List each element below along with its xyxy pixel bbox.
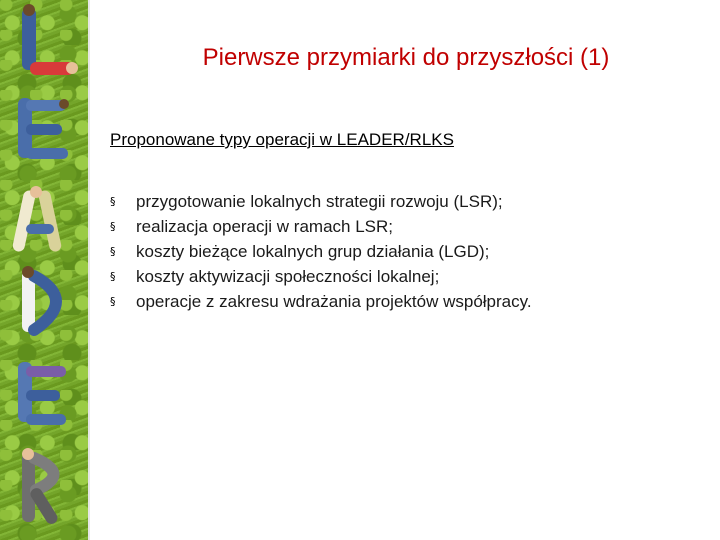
bullet-section-icon: §: [110, 220, 116, 233]
bullet-section-icon: §: [110, 195, 116, 208]
grass-people-letters-image: [0, 0, 90, 540]
bullet-section-icon: §: [110, 295, 116, 308]
letter-e2-figures: [18, 362, 66, 425]
slide-title: Pierwsze przymiarki do przyszłości (1): [202, 44, 610, 71]
list-item: [110, 292, 532, 317]
list-item-text: przygotowanie lokalnych strategii rozwoju (LSR);: [136, 192, 503, 211]
list-item: [110, 242, 532, 267]
letter-e-figures: [18, 98, 69, 159]
letter-a-figures: [12, 186, 63, 253]
list-item-text: koszty bieżące lokalnych grup działania (LGD);: [136, 242, 490, 261]
list-item-text: operacje z zakresu wdrażania projektów współpracy.: [136, 292, 532, 311]
letter-l-figures: [22, 4, 78, 75]
list-item: [110, 192, 532, 217]
list-item-text: koszty aktywizacji społeczności lokalnej;: [136, 267, 440, 286]
list-item-text: realizacja operacji w ramach LSR;: [136, 217, 393, 236]
bullet-section-icon: §: [110, 245, 116, 258]
list-item: [110, 267, 532, 292]
operation-types-list: [110, 192, 532, 317]
list-item: [110, 217, 532, 242]
letter-figures-illustration: [0, 0, 90, 540]
section-subtitle: Proponowane typy operacji w LEADER/RLKS: [110, 130, 454, 149]
letter-r-figures: [22, 448, 60, 526]
letter-d-figures: [22, 266, 56, 332]
bullet-section-icon: §: [110, 270, 116, 283]
